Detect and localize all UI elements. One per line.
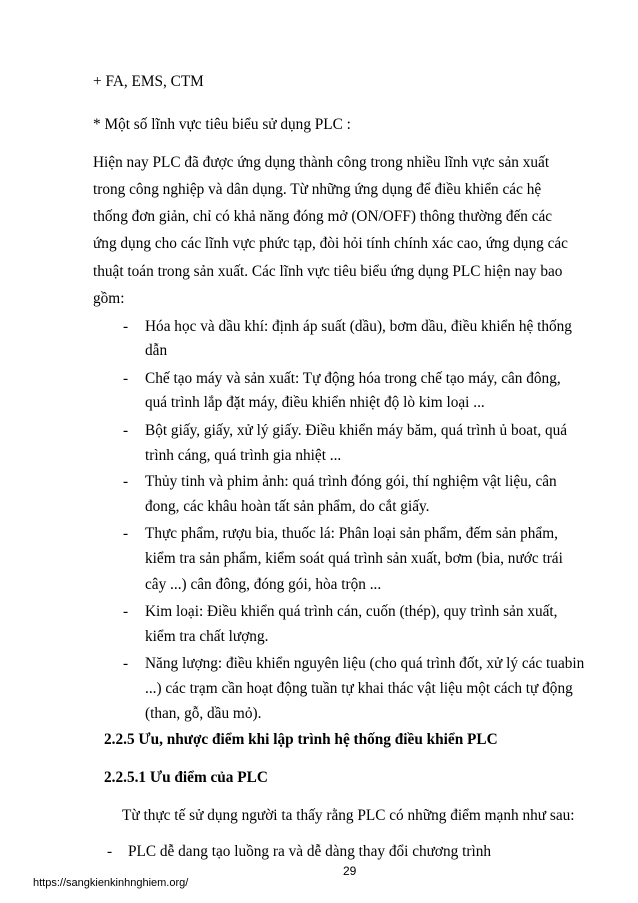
section-heading: 2.2.5 Ưu, nhược điểm khi lập trình hệ thống điều khiển PLC bbox=[104, 731, 498, 748]
bullet-line: trình cáng, quá trình gia nhiệt ... bbox=[145, 447, 342, 464]
paragraph-line: thuật toán trong sản xuất. Các lĩnh vực tiêu biểu ứng dụng PLC hiện nay bao bbox=[93, 263, 563, 280]
bullet-marker: - bbox=[123, 318, 129, 335]
paragraph-line: thống đơn giản, chỉ có khả năng đóng mở (ON/OFF) thông thường đến các bbox=[93, 208, 553, 225]
bullet-line: Bột giấy, giấy, xử lý giấy. Điều khiển máy băm, quá trình ủ boat, quá bbox=[145, 422, 568, 439]
bullet-line: Thủy tinh và phim ảnh: quá trình đóng gói, thí nghiệm vật liệu, cân bbox=[145, 473, 557, 490]
footer-url[interactable]: https://sangkienkinhnghiem.org/ bbox=[33, 877, 189, 889]
bullet-line: (than, gỗ, dầu mỏ). bbox=[145, 705, 262, 722]
bullet-line: đong, các khâu hoàn tất sản phẩm, do cắt giấy. bbox=[145, 498, 430, 515]
page-number: 29 bbox=[343, 864, 357, 878]
bullet-marker: - bbox=[123, 422, 129, 439]
paragraph-line: trong công nghiệp và dân dụng. Từ những ứng dụng để điều khiển các hệ bbox=[93, 181, 542, 198]
bullet-line: Hóa học và dầu khí: định áp suất (dầu), bơm dầu, điều khiển hệ thống bbox=[145, 318, 572, 335]
bullet-line: kiểm tra chất lượng. bbox=[145, 628, 269, 645]
paragraph-line: Hiện nay PLC đã được ứng dụng thành công trong nhiều lĩnh vực sản xuất bbox=[93, 154, 550, 171]
bullet-line: Kim loại: Điều khiển quá trình cán, cuốn (thép), quy trình sản xuất, bbox=[145, 603, 558, 620]
bullet-line: dẫn bbox=[145, 342, 168, 359]
intro-line-1: + FA, EMS, CTM bbox=[93, 73, 204, 90]
bullet-line: quá trình lắp đặt máy, điều khiển nhiệt độ lò kim loại ... bbox=[145, 394, 485, 411]
bullet-marker: - bbox=[123, 603, 129, 620]
paragraph-line: ứng dụng cho các lĩnh vực phức tạp, đòi hỏi tính chính xác cao, ứng dụng các bbox=[93, 235, 568, 252]
paragraph-line: gồm: bbox=[93, 290, 125, 307]
bullet-marker: - bbox=[123, 473, 129, 490]
bullet-marker: - bbox=[107, 843, 113, 860]
bullet-marker: - bbox=[123, 370, 129, 387]
subsection-heading: 2.2.5.1 Ưu điểm của PLC bbox=[104, 769, 268, 786]
bullet-marker: - bbox=[123, 655, 129, 672]
intro-line-2: * Một số lĩnh vực tiêu biểu sử dụng PLC : bbox=[93, 116, 351, 133]
bullet-marker: - bbox=[123, 525, 129, 542]
advantages-intro: Từ thực tế sử dụng người ta thấy rằng PLC có những điểm mạnh như sau: bbox=[122, 807, 575, 824]
bullet-line: ...) các trạm cần hoạt động tuần tự khai thác vật liệu một cách tự động bbox=[145, 680, 573, 697]
bullet-line: Thực phẩm, rượu bia, thuốc lá: Phân loại sản phẩm, đếm sản phẩm, bbox=[145, 525, 558, 542]
bullet-line: Chế tạo máy và sản xuất: Tự động hóa trong chế tạo máy, cân đông, bbox=[145, 370, 561, 387]
bullet-line: Năng lượng: điều khiển nguyên liệu (cho quá trình đốt, xử lý các tuabin bbox=[145, 655, 585, 672]
advantage-item: PLC dễ dang tạo luồng ra và dễ dàng thay đổi chương trình bbox=[128, 843, 492, 860]
bullet-line: kiểm tra sản phẩm, kiểm soát quá trình sản xuất, bơm (bia, nước trái bbox=[145, 550, 563, 567]
bullet-line: cây ...) cân đông, đóng gói, hòa trộn ... bbox=[145, 576, 382, 593]
